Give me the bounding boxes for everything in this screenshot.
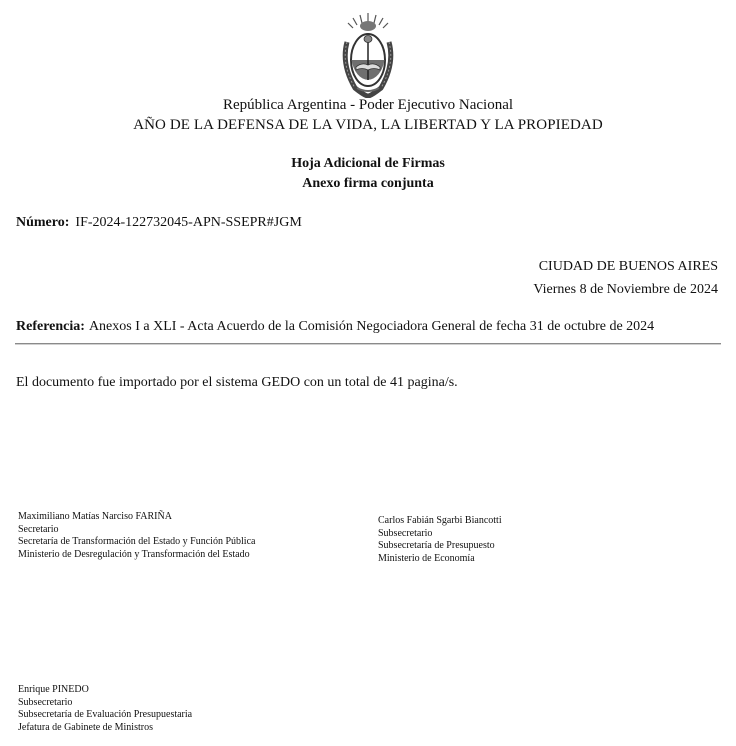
signatory-role: Secretario (18, 523, 59, 535)
body-text: El documento fue importado por el sistema GEDO con un total de 41 pagina/s. (16, 375, 458, 390)
reference (16, 319, 654, 335)
reference-value: Anexos I a XLI - Acta Acuerdo de la Comisión Negociadora General de fecha 31 de octubre de 2024 (88, 319, 655, 334)
document-number-label: Número: (16, 215, 70, 230)
city: CIUDAD DE BUENOS AIRES (538, 259, 718, 274)
coat-of-arms-icon (337, 12, 399, 98)
signatory-office: Subsecretaría de Evaluación Presupuestaria (18, 709, 193, 720)
date: Viernes 8 de Noviembre de 2024 (533, 282, 718, 297)
document-number (16, 215, 302, 231)
signatory-office: Secretaría de Transformación del Estado y Función Pública (18, 536, 256, 547)
signatory-role: Subsecretario (18, 696, 73, 708)
header-motto: AÑO DE LA DEFENSA DE LA VIDA, LA LIBERTAD Y LA PROPIEDAD (133, 117, 603, 133)
signatory-name: Maximiliano Matías Narciso FARIÑA (18, 511, 172, 522)
signature-block (18, 684, 192, 734)
signatory-name: Carlos Fabián Sgarbi Biancotti (378, 515, 502, 526)
signatory-name: Enrique PINEDO (18, 684, 89, 695)
document-title: Hoja Adicional de Firmas (291, 156, 445, 171)
signatory-ministry: Jefatura de Gabinete de Ministros (18, 721, 153, 733)
signatory-ministry: Ministerio de Economía (378, 552, 475, 564)
signatory-ministry: Ministerio de Desregulación y Transformación del Estado (18, 548, 250, 560)
document-number-value: IF-2024-122732045-APN-SSEPR#JGM (75, 215, 302, 230)
horizontal-divider (15, 343, 721, 345)
reference-label: Referencia: (16, 319, 85, 334)
signature-block (18, 511, 255, 561)
document-subtitle: Anexo firma conjunta (302, 176, 434, 191)
signatory-role: Subsecretario (378, 527, 433, 539)
signatory-office: Subsecretaría de Presupuesto (378, 540, 495, 551)
header-institution: República Argentina - Poder Ejecutivo Nacional (222, 97, 514, 113)
signature-block (378, 515, 502, 565)
